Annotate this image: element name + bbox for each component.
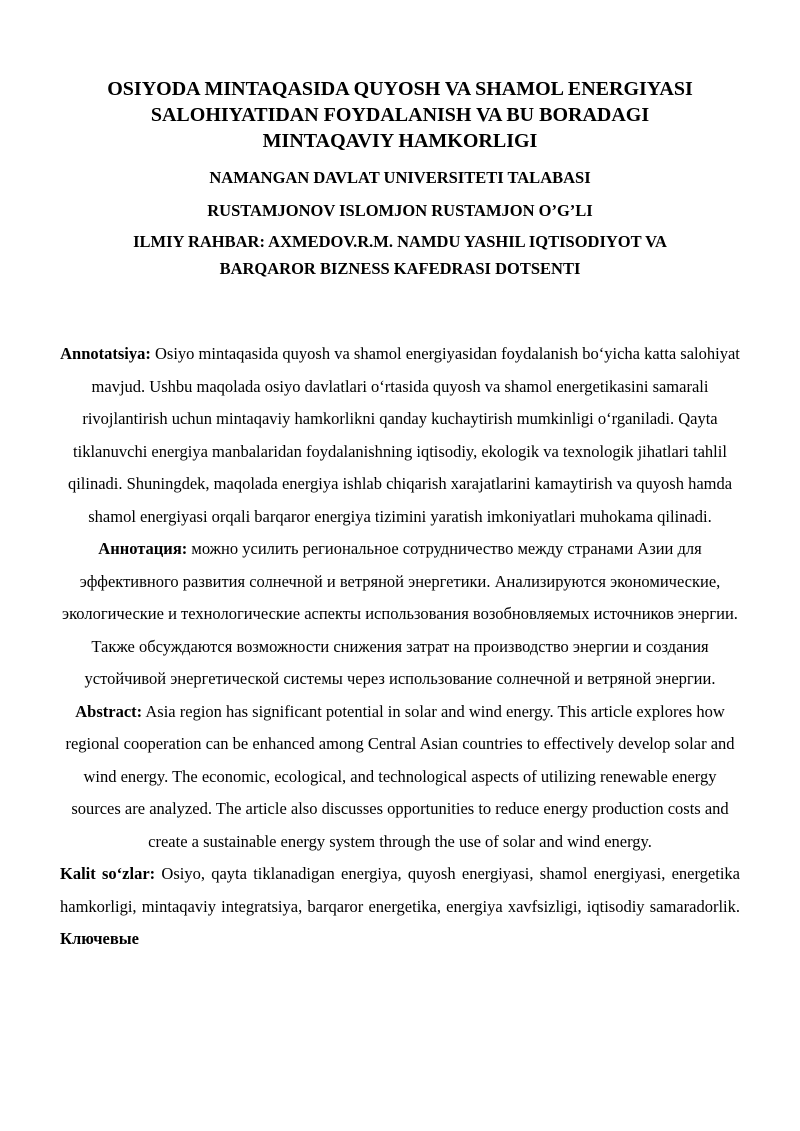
abstract-english-label: Abstract: (75, 701, 143, 721)
keywords-paragraph (60, 858, 740, 956)
abstract-uzbek (60, 338, 740, 533)
abstract-english-text: Asia region has significant potential in solar and wind energy. This article explores how regional cooperation can be enhanced among Central Asian countries to effectively develop solar and wind energy. The economic, ecological, and technological aspects of utilizing renewable energy sources are analyzed. The article also discusses opportunities to reduce energy production costs and create a sustainable energy system through the use of solar and wind energy. (65, 701, 735, 851)
abstract-uzbek-text: Osiyo mintaqasida quyosh va shamol energiyasidan foydalanish bo‘yicha katta salohiyat mavjud. Ushbu maqolada osiyo davlatlari o‘rtasida quyosh va shamol energetikasini samarali rivojlantirish uchun mintaqaviy hamkorlikni qanday kuchaytirish mumkinligi o‘rganiladi. Qayta tiklanuvchi energiya manbalaridan foydalanishning iqtisodiy, ekologik va texnologik jihatlari tahlil qilinadi. Shuningdek, maqolada energiya ishlab chiqarish xarajatlarini kamaytirish va quyosh hamda shamol energiyasi orqali barqaror energiya tizimini yaratish imkoniyatlari muhokama qilinadi. (67, 344, 740, 526)
paper-title: OSIYODA MINTAQASIDA QUYOSH VA SHAMOL ENERGIYASI SALOHIYATIDAN FOYDALANISH VA BU BORADAGI MINTAQAVIY HAMKORLIGI (107, 78, 693, 152)
author-affiliation: NAMANGAN DAVLAT UNIVERSITETI TALABASI (209, 168, 591, 187)
abstract-english (60, 696, 740, 859)
scientific-supervisor: ILMIY RAHBAR: AXMEDOV.R.M. NAMDU YASHIL IQTISODIYOT VA BARQAROR BIZNESS KAFEDRASI DOTSENTI (133, 232, 667, 278)
author-name: RUSTAMJONOV ISLOMJON RUSTAMJON O’G’LI (207, 201, 593, 220)
abstract-russian (60, 533, 740, 696)
keywords-label: Kalit so‘zlar: (60, 864, 156, 883)
abstract-russian-label: Аннотация: (98, 539, 188, 558)
keywords-text: Osiyo, qayta tiklanadigan energiya, quyosh energiyasi, shamol energiyasi, energetika hamkorligi, mintaqaviy integratsiya, barqaror energetika, energiya xavfsizligi, iqtisodiy samaradorlik. (60, 864, 741, 916)
keywords-russian-label: Ключевые (60, 929, 139, 948)
abstract-russian-text: можно усилить региональное сотрудничество между странами Азии для эффективного развития солнечной и ветряной энергетики. Анализируются экономические, экологические и технологические аспекты использования возобновляемых источников энергии. Также обсуждаются возможности снижения затрат на производство энергии и создания устойчивой энергетической системы через использование солнечной и ветряной энергии. (62, 539, 738, 688)
abstract-uzbek-label: Annotatsiya: (60, 344, 151, 363)
